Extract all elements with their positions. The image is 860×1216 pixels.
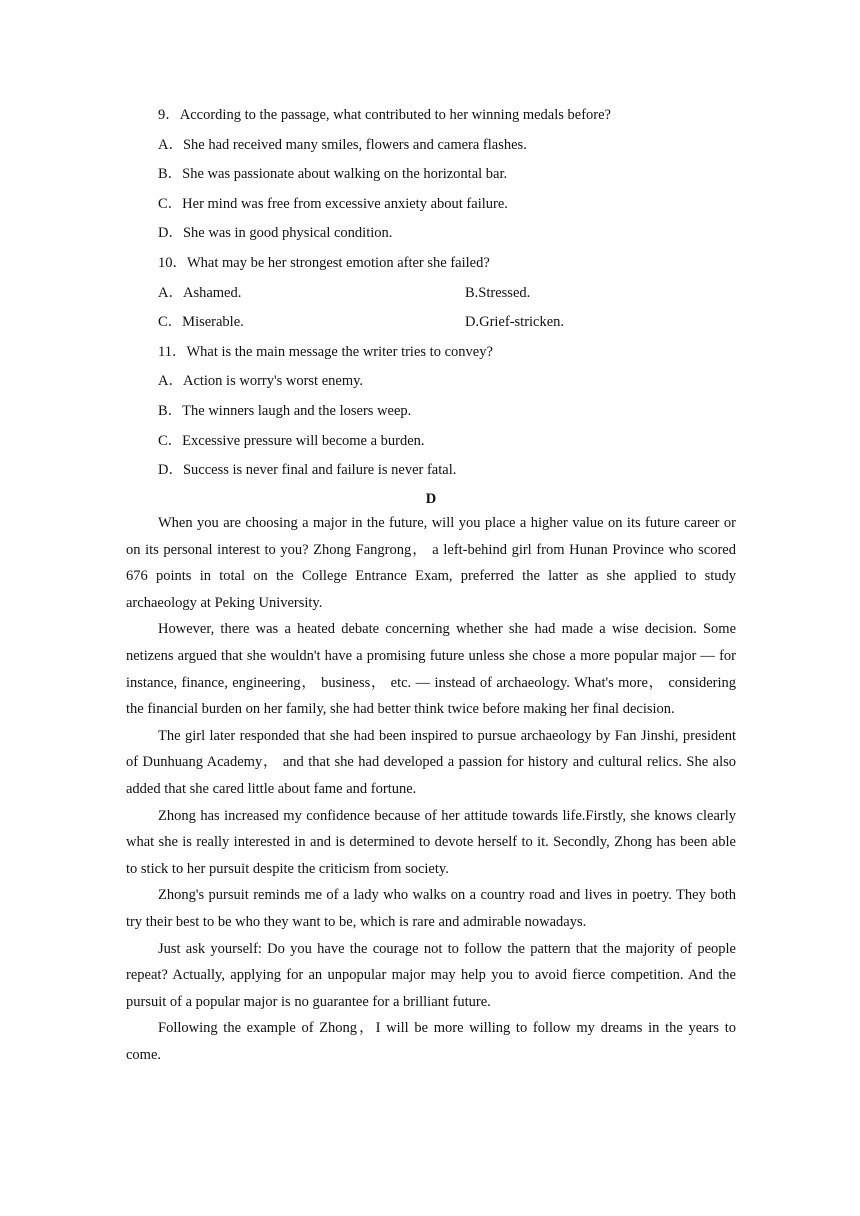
answer-option: D.Grief-stricken.: [465, 314, 565, 331]
reading-passage: [126, 510, 736, 1068]
passage-paragraph: However, there was a heated debate concerning whether she had made a wise decision. Some netizens argued that she wouldn't have a promising future unless she chose a more popular major — for instance, finance, engineering， business， etc. — instead of archaeology. What's more， considering the financial burden on her family, she had better think twice before making her final decision.: [126, 621, 736, 718]
passage-paragraph: Just ask yourself: Do you have the courage not to follow the pattern that the majority of people repeat? Actually, applying for an unpopular major may help you to avoid fierce competition. And the pursuit of a popular major is no guarantee for a brilliant future.: [126, 940, 736, 1010]
answer-option: D．She was in good physical condition.: [158, 225, 393, 242]
question-list: [158, 103, 718, 488]
passage-paragraph: Zhong's pursuit reminds me of a lady who walks on a country road and lives in poetry. They both try their best to be who they want to be, which is rare and admirable nowadays.: [126, 887, 736, 930]
question-stem: 10．What may be her strongest emotion after she failed?: [158, 254, 490, 271]
answer-option: D．Success is never final and failure is never fatal.: [158, 462, 457, 479]
question-stem: 11．What is the main message the writer tries to convey?: [158, 343, 493, 360]
answer-option: A．She had received many smiles, flowers and camera flashes.: [158, 136, 527, 153]
answer-option: A．Action is worry's worst enemy.: [158, 373, 364, 390]
answer-option: C．Miserable.: [158, 314, 244, 331]
answer-option-row: [158, 281, 718, 311]
answer-option: A．Ashamed.: [158, 284, 242, 301]
answer-option: B．The winners laugh and the losers weep.: [158, 402, 412, 419]
answer-option-row: [158, 310, 718, 340]
question-stem: 9．According to the passage, what contributed to her winning medals before?: [158, 107, 611, 123]
answer-option: C．Excessive pressure will become a burden.: [158, 432, 425, 449]
answer-option: B．She was passionate about walking on the horizontal bar.: [158, 166, 508, 183]
section-heading: D: [425, 491, 437, 507]
passage-paragraph: When you are choosing a major in the future, will you place a higher value on its future career or on its personal interest to you? Zhong Fangrong， a left-behind girl from Hunan Province who scored 676 points in total on the College Entrance Exam, preferred the latter as she applied to study archaeology at Peking University.: [126, 515, 736, 611]
passage-paragraph: Following the example of Zhong，I will be more willing to follow my dreams in the years to come.: [126, 1020, 736, 1063]
answer-option: B.Stressed.: [465, 284, 531, 301]
passage-paragraph: Zhong has increased my confidence because of her attitude towards life.Firstly, she knows clearly what she is really interested in and is determined to devote herself to it. Secondly, Zhong has been able to stick to her pursuit despite the criticism from society.: [126, 807, 736, 877]
answer-option: C．Her mind was free from excessive anxiety about failure.: [158, 195, 508, 212]
passage-paragraph: The girl later responded that she had been inspired to pursue archaeology by Fan Jinshi, president of Dunhuang Academy， and that she had developed a passion for history and cultural relics. She also added that she cared little about fame and fortune.: [126, 727, 736, 797]
